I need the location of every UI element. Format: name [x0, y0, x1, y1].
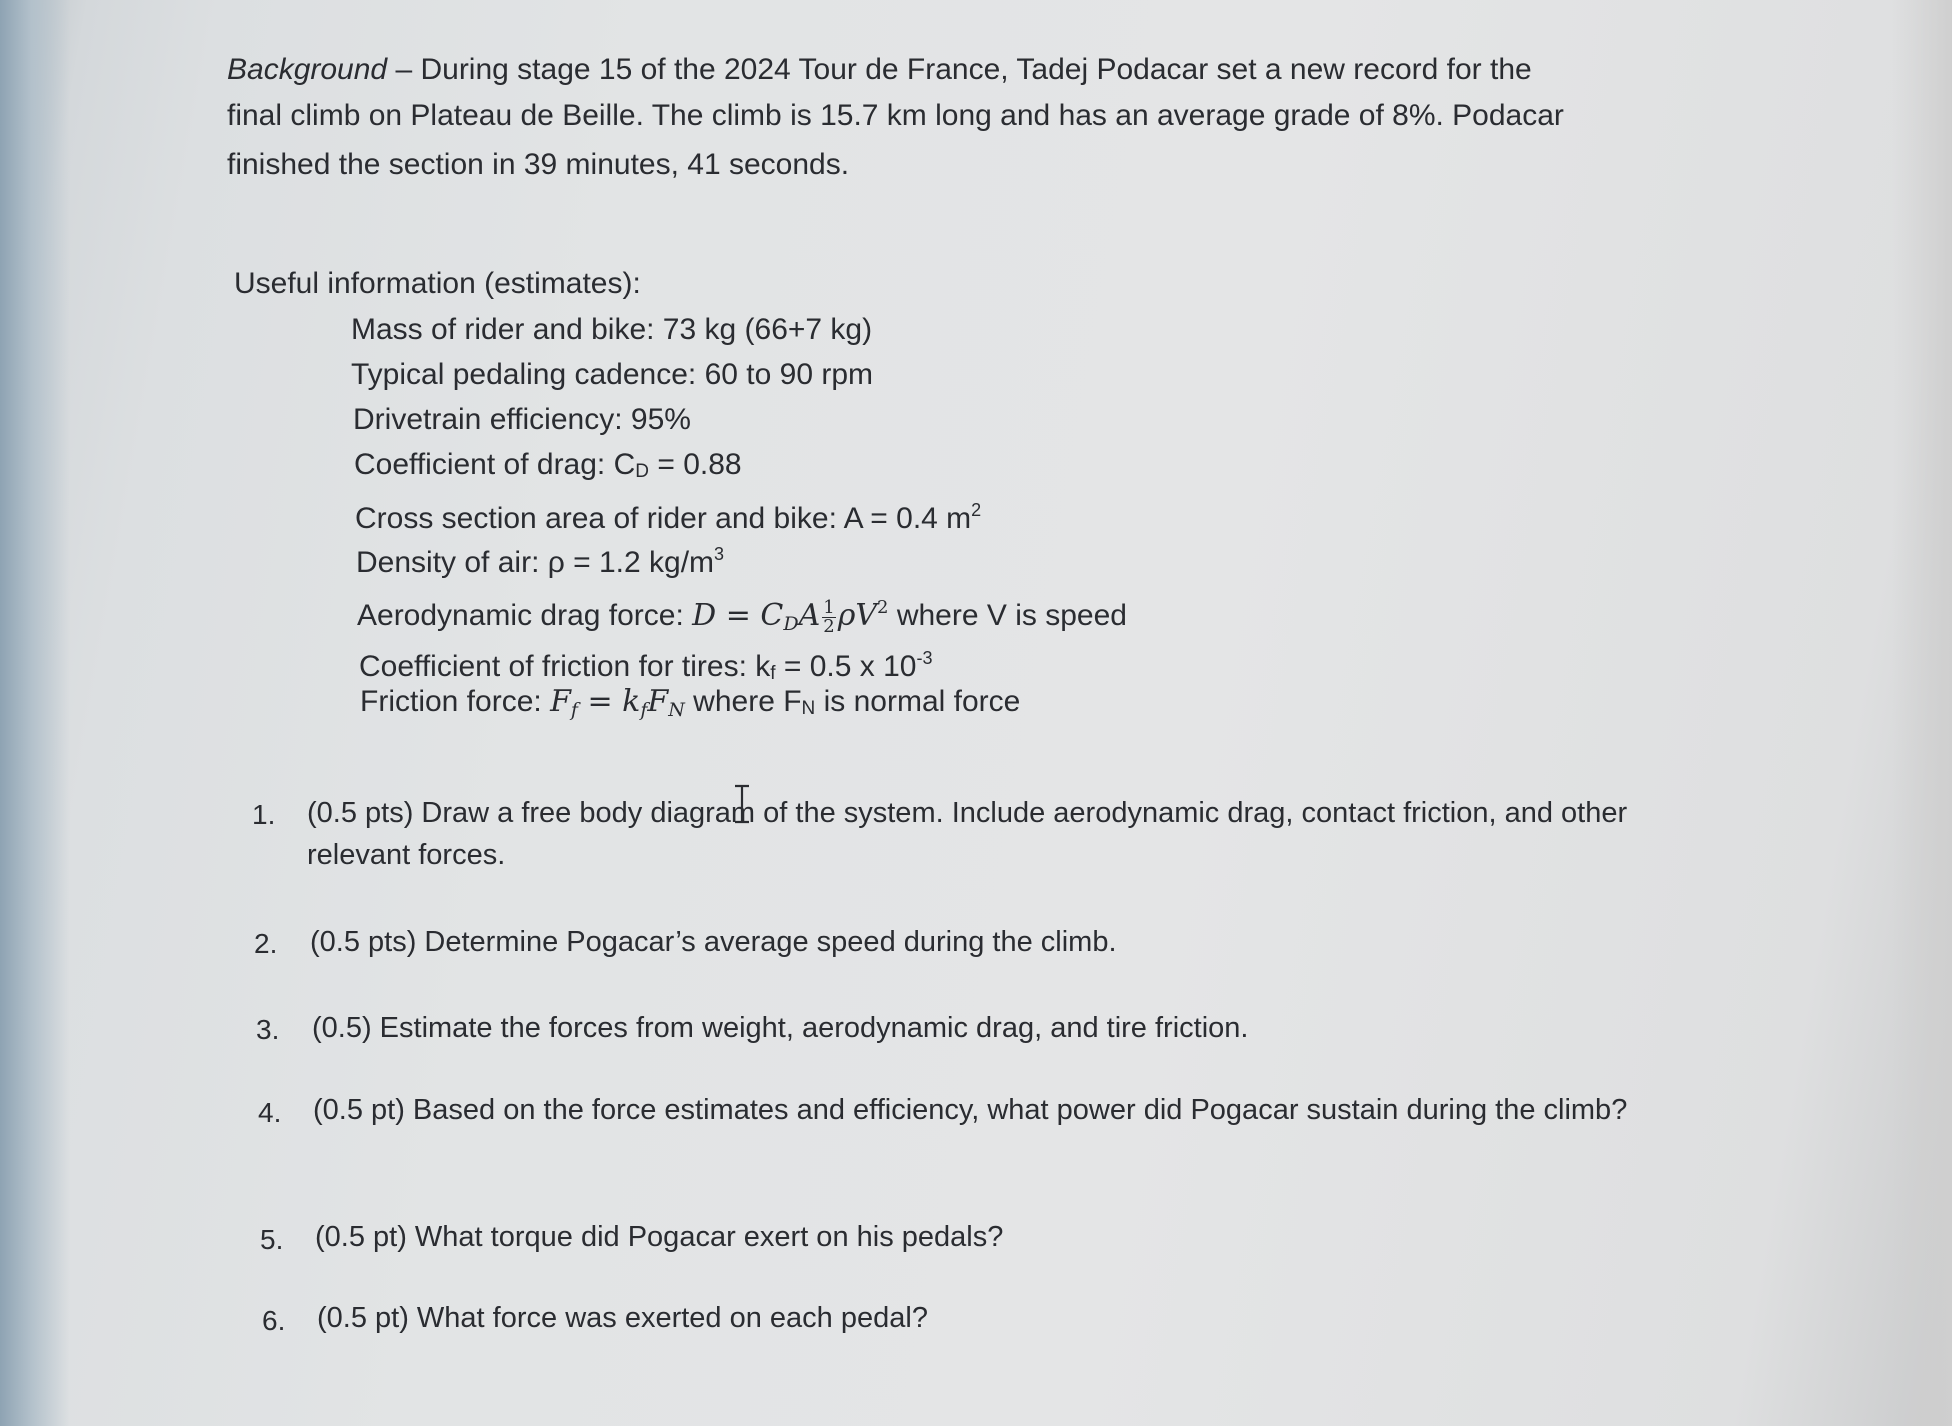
friction-coef-subscript: f: [770, 663, 776, 684]
friction-force-suffix-b: is normal force: [815, 685, 1021, 718]
friction-force-suffix-a: where F: [684, 685, 802, 718]
cd-subscript: D: [635, 461, 649, 482]
question-4-number: 4.: [258, 1097, 282, 1128]
question-5-number: 5.: [260, 1224, 284, 1255]
info-friction-force: [360, 684, 1020, 728]
question-5-text: (0.5 pt) What torque did Pogacar exert on his pedals?: [315, 1221, 1004, 1253]
question-1-text: (0.5 pts) Draw a free body diagram of the system. Include aerodynamic drag, contact friction, and other relevant forces.: [307, 797, 1628, 871]
question-2-text: (0.5 pts) Determine Pogacar’s average speed during the climb.: [310, 926, 1117, 958]
drag-prefix: Aerodynamic drag force:: [357, 599, 693, 632]
info-mass: Mass of rider and bike: 73 kg (66+7 kg): [351, 313, 873, 346]
friction-coef-value: = 0.5 x 10: [775, 650, 917, 683]
drag-force-formula: D = CDA $\frac{1}{2}$ $\rho V^2$: [692, 596, 889, 637]
background-line-3: finished the section in 39 minutes, 41 seconds.: [227, 148, 850, 181]
question-2-number: 2.: [254, 928, 278, 959]
friction-force-formula: Ff = kfFN: [550, 684, 685, 721]
useful-info-heading: Useful information (estimates):: [234, 267, 641, 300]
info-air-density: [356, 536, 724, 581]
cd-value: = 0.88: [649, 448, 742, 481]
friction-force-prefix: Friction force:: [360, 685, 551, 718]
question-6-number: 6.: [262, 1305, 286, 1336]
info-drag-force: [357, 590, 1127, 642]
density-superscript: 3: [714, 544, 725, 564]
density-prefix: Density of air: ρ = 1.2 kg/m: [356, 546, 715, 579]
friction-coef-superscript: -3: [916, 648, 933, 668]
cd-prefix: Coefficient of drag: C: [354, 448, 636, 481]
drag-suffix: where V is speed: [888, 599, 1127, 632]
area-superscript: 2: [971, 500, 982, 520]
background-line-2: final climb on Plateau de Beille. The climb is 15.7 km long and has an average grade of 8%. Podacar: [227, 99, 1564, 132]
background-label: Background: [227, 53, 388, 86]
friction-coef-prefix: Coefficient of friction for tires: k: [359, 650, 771, 683]
question-3-text: (0.5) Estimate the forces from weight, aerodynamic drag, and tire friction.: [312, 1012, 1249, 1044]
info-cadence: Typical pedaling cadence: 60 to 90 rpm: [351, 358, 873, 391]
info-cross-section-area: [355, 492, 981, 537]
question-6-text: (0.5 pt) What force was exerted on each pedal?: [317, 1302, 928, 1334]
text-cursor-icon: [732, 784, 752, 824]
question-3-number: 3.: [256, 1014, 280, 1045]
background-line-1: [227, 52, 1532, 88]
friction-force-subscript: N: [801, 698, 816, 719]
question-4-text: (0.5 pt) Based on the force estimates and efficiency, what power did Pogacar sustain during the climb?: [313, 1094, 1628, 1126]
area-prefix: Cross section area of rider and bike: A = 0.4 m: [355, 502, 972, 535]
background-text-1: – During stage 15 of the 2024 Tour de France, Tadej Podacar set a new record for the: [387, 53, 1532, 86]
info-drivetrain: Drivetrain efficiency: 95%: [353, 403, 691, 436]
question-1-number: 1.: [252, 799, 276, 830]
info-drag-coefficient: [354, 447, 742, 490]
